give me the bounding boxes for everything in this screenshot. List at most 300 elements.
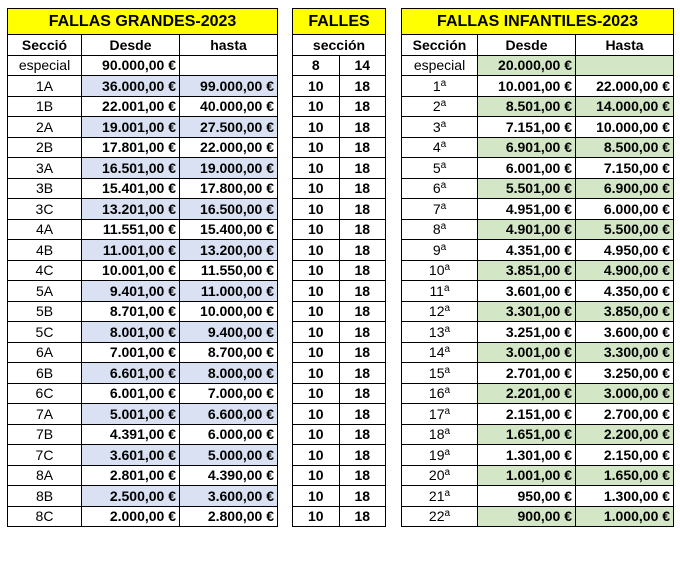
falles-min-cell: 10 bbox=[293, 178, 340, 199]
seccio-cell: 3C bbox=[8, 199, 82, 220]
seccio-cell: 4C bbox=[8, 260, 82, 281]
falles-max-cell: 18 bbox=[339, 96, 386, 117]
hasta-cell: 3.000,00 € bbox=[576, 383, 674, 404]
seccio-cell: 3A bbox=[8, 158, 82, 179]
table-row bbox=[8, 404, 278, 425]
desde-cell: 5.001,00 € bbox=[82, 404, 180, 425]
hasta-cell: 17.800,00 € bbox=[180, 178, 278, 199]
seccion-number: 3 bbox=[432, 118, 441, 135]
table-row bbox=[293, 383, 386, 404]
falles-max-cell: 18 bbox=[339, 199, 386, 220]
falles-max-cell: 18 bbox=[339, 486, 386, 507]
desde-cell: 3.251,00 € bbox=[478, 322, 576, 343]
table-row bbox=[8, 158, 278, 179]
hasta-cell: 14.000,00 € bbox=[576, 96, 674, 117]
header-seccion-inf: Sección bbox=[402, 35, 478, 56]
fallas-grandes-title: FALLAS GRANDES-2023 bbox=[8, 9, 278, 35]
desde-cell: 6.001,00 € bbox=[478, 158, 576, 179]
seccion-cell bbox=[402, 383, 478, 404]
table-row bbox=[8, 322, 278, 343]
desde-cell: 3.301,00 € bbox=[478, 301, 576, 322]
seccion-number: 21 bbox=[428, 487, 445, 504]
ordinal-suffix: a bbox=[440, 118, 447, 130]
falles-min-cell: 10 bbox=[293, 445, 340, 466]
hasta-cell: 3.300,00 € bbox=[576, 342, 674, 363]
table-row bbox=[8, 445, 278, 466]
table-row bbox=[293, 363, 386, 384]
falles-min-cell: 10 bbox=[293, 363, 340, 384]
table-row bbox=[293, 76, 386, 97]
table-row bbox=[293, 465, 386, 486]
ordinal-suffix: a bbox=[444, 364, 451, 376]
seccion-cell bbox=[402, 55, 478, 76]
falles-max-cell: 18 bbox=[339, 465, 386, 486]
seccion-cell bbox=[402, 137, 478, 158]
table-row bbox=[8, 342, 278, 363]
table-row bbox=[402, 240, 674, 261]
seccion-number: 10 bbox=[428, 262, 445, 279]
seccio-cell: 8B bbox=[8, 486, 82, 507]
hasta-cell: 4.390,00 € bbox=[180, 465, 278, 486]
falles-max-cell: 18 bbox=[339, 178, 386, 199]
ordinal-suffix: a bbox=[440, 221, 447, 233]
hasta-cell: 3.600,00 € bbox=[180, 486, 278, 507]
seccio-cell: 6A bbox=[8, 342, 82, 363]
hasta-cell: 1.300,00 € bbox=[576, 486, 674, 507]
seccion-number: 2 bbox=[432, 98, 441, 115]
desde-cell: 36.000,00 € bbox=[82, 76, 180, 97]
falles-min-cell: 10 bbox=[293, 199, 340, 220]
hasta-cell: 1.650,00 € bbox=[576, 465, 674, 486]
seccio-cell: 7A bbox=[8, 404, 82, 425]
table-row bbox=[8, 363, 278, 384]
header-hasta-inf: Hasta bbox=[576, 35, 674, 56]
falles-max-cell: 18 bbox=[339, 281, 386, 302]
ordinal-suffix: a bbox=[444, 262, 451, 274]
ordinal-suffix: a bbox=[444, 323, 451, 335]
table-row bbox=[293, 96, 386, 117]
table-row bbox=[8, 219, 278, 240]
seccio-cell: 4A bbox=[8, 219, 82, 240]
falles-max-cell: 18 bbox=[339, 260, 386, 281]
table-row bbox=[293, 445, 386, 466]
desde-cell: 10.001,00 € bbox=[478, 76, 576, 97]
ordinal-suffix: a bbox=[444, 303, 451, 315]
table-row bbox=[8, 486, 278, 507]
hasta-cell: 2.700,00 € bbox=[576, 404, 674, 425]
desde-cell: 7.001,00 € bbox=[82, 342, 180, 363]
fallas-infantiles-table bbox=[401, 8, 674, 527]
hasta-cell: 8.000,00 € bbox=[180, 363, 278, 384]
hasta-cell: 11.000,00 € bbox=[180, 281, 278, 302]
falles-max-cell: 18 bbox=[339, 76, 386, 97]
desde-cell: 6.601,00 € bbox=[82, 363, 180, 384]
falles-min-cell: 10 bbox=[293, 506, 340, 527]
table-row bbox=[402, 219, 674, 240]
seccio-cell: 2A bbox=[8, 117, 82, 138]
seccion-number: 14 bbox=[428, 344, 445, 361]
hasta-cell: 7.150,00 € bbox=[576, 158, 674, 179]
ordinal-suffix: a bbox=[444, 508, 451, 520]
desde-cell: 2.801,00 € bbox=[82, 465, 180, 486]
table-row bbox=[8, 506, 278, 527]
falles-max-cell: 18 bbox=[339, 506, 386, 527]
desde-cell: 8.701,00 € bbox=[82, 301, 180, 322]
desde-cell: 16.501,00 € bbox=[82, 158, 180, 179]
falles-min-cell: 10 bbox=[293, 281, 340, 302]
table-row bbox=[293, 301, 386, 322]
seccio-cell: 6B bbox=[8, 363, 82, 384]
hasta-cell bbox=[180, 55, 278, 76]
table-row bbox=[402, 424, 674, 445]
desde-cell: 4.391,00 € bbox=[82, 424, 180, 445]
desde-cell: 5.501,00 € bbox=[478, 178, 576, 199]
desde-cell: 1.651,00 € bbox=[478, 424, 576, 445]
seccion-number: 13 bbox=[428, 323, 445, 340]
table-row bbox=[293, 137, 386, 158]
ordinal-suffix: a bbox=[440, 241, 447, 253]
falles-max-cell: 14 bbox=[339, 55, 386, 76]
falles-max-cell: 18 bbox=[339, 219, 386, 240]
seccion-number: 5 bbox=[432, 159, 441, 176]
header-hasta: hasta bbox=[180, 35, 278, 56]
desde-cell: 4.951,00 € bbox=[478, 199, 576, 220]
ordinal-suffix: a bbox=[444, 344, 451, 356]
desde-cell: 11.001,00 € bbox=[82, 240, 180, 261]
table-row bbox=[293, 199, 386, 220]
falles-min-cell: 10 bbox=[293, 465, 340, 486]
seccion-number: 1 bbox=[432, 77, 441, 94]
table-row bbox=[402, 137, 674, 158]
ordinal-suffix: a bbox=[440, 159, 447, 171]
seccio-cell: 1A bbox=[8, 76, 82, 97]
table-row bbox=[8, 178, 278, 199]
ordinal-suffix: a bbox=[440, 139, 447, 151]
table-row bbox=[293, 486, 386, 507]
seccion-cell bbox=[402, 363, 478, 384]
table-row bbox=[293, 404, 386, 425]
seccio-cell: 3B bbox=[8, 178, 82, 199]
falles-max-cell: 18 bbox=[339, 158, 386, 179]
seccion-number: 22 bbox=[428, 508, 445, 525]
hasta-cell: 99.000,00 € bbox=[180, 76, 278, 97]
seccion-cell bbox=[402, 506, 478, 527]
table-row bbox=[293, 342, 386, 363]
seccion-cell bbox=[402, 281, 478, 302]
seccion-cell bbox=[402, 96, 478, 117]
seccion-cell bbox=[402, 424, 478, 445]
hasta-cell: 6.000,00 € bbox=[180, 424, 278, 445]
hasta-cell: 19.000,00 € bbox=[180, 158, 278, 179]
table-row bbox=[402, 55, 674, 76]
seccion-cell bbox=[402, 76, 478, 97]
desde-cell: 1.301,00 € bbox=[478, 445, 576, 466]
table-row bbox=[293, 219, 386, 240]
hasta-cell: 9.400,00 € bbox=[180, 322, 278, 343]
table-row bbox=[8, 117, 278, 138]
falles-min-cell: 10 bbox=[293, 158, 340, 179]
seccion-number: 16 bbox=[428, 385, 445, 402]
falles-max-cell: 18 bbox=[339, 301, 386, 322]
hasta-cell: 4.950,00 € bbox=[576, 240, 674, 261]
seccion-number: 18 bbox=[428, 426, 445, 443]
table-row bbox=[293, 424, 386, 445]
table-row bbox=[402, 178, 674, 199]
hasta-cell: 22.000,00 € bbox=[180, 137, 278, 158]
falles-min-cell: 10 bbox=[293, 137, 340, 158]
seccion-cell bbox=[402, 260, 478, 281]
desde-cell: 19.001,00 € bbox=[82, 117, 180, 138]
seccion-number: 7 bbox=[432, 200, 441, 217]
falles-max-cell: 18 bbox=[339, 404, 386, 425]
ordinal-suffix: a bbox=[444, 446, 451, 458]
header-desde-inf: Desde bbox=[478, 35, 576, 56]
desde-cell: 11.551,00 € bbox=[82, 219, 180, 240]
falles-max-cell: 18 bbox=[339, 137, 386, 158]
seccio-cell: especial bbox=[8, 55, 82, 76]
fallas-infantiles-title: FALLAS INFANTILES-2023 bbox=[402, 9, 674, 35]
hasta-cell: 8.500,00 € bbox=[576, 137, 674, 158]
seccio-cell: 5C bbox=[8, 322, 82, 343]
table-row bbox=[293, 506, 386, 527]
table-row bbox=[402, 76, 674, 97]
table-row bbox=[8, 76, 278, 97]
desde-cell: 9.401,00 € bbox=[82, 281, 180, 302]
falles-max-cell: 18 bbox=[339, 240, 386, 261]
table-row bbox=[8, 424, 278, 445]
hasta-cell: 6.000,00 € bbox=[576, 199, 674, 220]
ordinal-suffix: a bbox=[440, 77, 447, 89]
hasta-cell: 4.900,00 € bbox=[576, 260, 674, 281]
seccion-number: 8 bbox=[432, 221, 441, 238]
seccion-cell bbox=[402, 158, 478, 179]
table-row bbox=[402, 486, 674, 507]
hasta-cell: 2.200,00 € bbox=[576, 424, 674, 445]
falles-min-cell: 10 bbox=[293, 301, 340, 322]
desde-cell: 3.601,00 € bbox=[82, 445, 180, 466]
falles-min-cell: 10 bbox=[293, 96, 340, 117]
table-row bbox=[293, 281, 386, 302]
table-row bbox=[8, 260, 278, 281]
table-row bbox=[402, 117, 674, 138]
seccion-number: 9 bbox=[432, 241, 441, 258]
table-row bbox=[402, 301, 674, 322]
desde-cell: 950,00 € bbox=[478, 486, 576, 507]
falles-max-cell: 18 bbox=[339, 342, 386, 363]
desde-cell: 10.001,00 € bbox=[82, 260, 180, 281]
hasta-cell: 6.900,00 € bbox=[576, 178, 674, 199]
table-row bbox=[402, 506, 674, 527]
falles-max-cell: 18 bbox=[339, 117, 386, 138]
seccio-cell: 5A bbox=[8, 281, 82, 302]
ordinal-suffix: a bbox=[444, 385, 451, 397]
table-row bbox=[402, 199, 674, 220]
seccion-number: 19 bbox=[428, 446, 445, 463]
ordinal-suffix: a bbox=[444, 426, 451, 438]
hasta-cell: 2.150,00 € bbox=[576, 445, 674, 466]
falles-min-cell: 10 bbox=[293, 342, 340, 363]
table-row bbox=[402, 445, 674, 466]
hasta-cell: 6.600,00 € bbox=[180, 404, 278, 425]
table-row bbox=[402, 404, 674, 425]
table-row bbox=[293, 260, 386, 281]
table-row bbox=[402, 322, 674, 343]
table-row bbox=[293, 178, 386, 199]
hasta-cell: 5.500,00 € bbox=[576, 219, 674, 240]
desde-cell: 4.901,00 € bbox=[478, 219, 576, 240]
table-row bbox=[402, 383, 674, 404]
falles-max-cell: 18 bbox=[339, 445, 386, 466]
desde-cell: 8.001,00 € bbox=[82, 322, 180, 343]
seccion-number: 17 bbox=[428, 405, 445, 422]
falles-min-cell: 10 bbox=[293, 219, 340, 240]
falles-min-cell: 10 bbox=[293, 260, 340, 281]
desde-cell: 90.000,00 € bbox=[82, 55, 180, 76]
ordinal-suffix: a bbox=[440, 98, 447, 110]
seccion-number: 4 bbox=[432, 139, 441, 156]
hasta-cell: 2.800,00 € bbox=[180, 506, 278, 527]
table-row bbox=[293, 158, 386, 179]
table-row bbox=[402, 260, 674, 281]
seccion-cell bbox=[402, 117, 478, 138]
table-row bbox=[293, 322, 386, 343]
falles-min-cell: 10 bbox=[293, 76, 340, 97]
table-row bbox=[402, 465, 674, 486]
falles-max-cell: 18 bbox=[339, 424, 386, 445]
falles-max-cell: 18 bbox=[339, 322, 386, 343]
fallas-grandes-table bbox=[7, 8, 278, 527]
desde-cell: 13.201,00 € bbox=[82, 199, 180, 220]
hasta-cell: 10.000,00 € bbox=[576, 117, 674, 138]
seccion-number: 15 bbox=[428, 364, 445, 381]
hasta-cell: 10.000,00 € bbox=[180, 301, 278, 322]
ordinal-suffix: a bbox=[444, 467, 451, 479]
falles-min-cell: 8 bbox=[293, 55, 340, 76]
desde-cell: 4.351,00 € bbox=[478, 240, 576, 261]
falles-min-cell: 10 bbox=[293, 240, 340, 261]
seccio-cell: 6C bbox=[8, 383, 82, 404]
hasta-cell: 3.250,00 € bbox=[576, 363, 674, 384]
header-desde: Desde bbox=[82, 35, 180, 56]
seccio-cell: 8A bbox=[8, 465, 82, 486]
seccion-number: 20 bbox=[428, 467, 445, 484]
desde-cell: 6.001,00 € bbox=[82, 383, 180, 404]
seccio-cell: 4B bbox=[8, 240, 82, 261]
falles-min-cell: 10 bbox=[293, 383, 340, 404]
falles-max-cell: 18 bbox=[339, 363, 386, 384]
falles-table bbox=[292, 8, 386, 527]
table-row bbox=[8, 383, 278, 404]
hasta-cell: 3.850,00 € bbox=[576, 301, 674, 322]
seccio-cell: 7C bbox=[8, 445, 82, 466]
table-row bbox=[293, 55, 386, 76]
falles-title: FALLES bbox=[293, 9, 386, 35]
hasta-cell: 3.600,00 € bbox=[576, 322, 674, 343]
hasta-cell: 5.000,00 € bbox=[180, 445, 278, 466]
desde-cell: 22.001,00 € bbox=[82, 96, 180, 117]
desde-cell: 3.001,00 € bbox=[478, 342, 576, 363]
seccio-cell: 7B bbox=[8, 424, 82, 445]
table-row bbox=[402, 281, 674, 302]
hasta-cell: 40.000,00 € bbox=[180, 96, 278, 117]
table-row bbox=[8, 281, 278, 302]
seccion-cell bbox=[402, 322, 478, 343]
seccion-cell bbox=[402, 178, 478, 199]
hasta-cell: 7.000,00 € bbox=[180, 383, 278, 404]
falles-min-cell: 10 bbox=[293, 424, 340, 445]
seccion-cell bbox=[402, 445, 478, 466]
hasta-cell: 1.000,00 € bbox=[576, 506, 674, 527]
ordinal-suffix: a bbox=[444, 487, 451, 499]
table-row bbox=[8, 465, 278, 486]
seccion-number: 12 bbox=[428, 303, 445, 320]
desde-cell: 2.701,00 € bbox=[478, 363, 576, 384]
table-row bbox=[402, 363, 674, 384]
seccion-cell bbox=[402, 240, 478, 261]
seccion-cell bbox=[402, 342, 478, 363]
desde-cell: 2.000,00 € bbox=[82, 506, 180, 527]
table-row bbox=[402, 342, 674, 363]
table-row bbox=[293, 117, 386, 138]
desde-cell: 2.500,00 € bbox=[82, 486, 180, 507]
table-row bbox=[402, 158, 674, 179]
falles-min-cell: 10 bbox=[293, 322, 340, 343]
seccio-cell: 1B bbox=[8, 96, 82, 117]
table-row bbox=[8, 301, 278, 322]
desde-cell: 2.151,00 € bbox=[478, 404, 576, 425]
hasta-cell bbox=[576, 55, 674, 76]
seccio-cell: 5B bbox=[8, 301, 82, 322]
falles-min-cell: 10 bbox=[293, 486, 340, 507]
desde-cell: 3.851,00 € bbox=[478, 260, 576, 281]
table-row bbox=[8, 137, 278, 158]
header-seccion: sección bbox=[293, 35, 386, 56]
seccion-cell bbox=[402, 465, 478, 486]
seccion-number: 6 bbox=[432, 180, 441, 197]
hasta-cell: 4.350,00 € bbox=[576, 281, 674, 302]
ordinal-suffix: a bbox=[440, 180, 447, 192]
seccio-cell: 2B bbox=[8, 137, 82, 158]
table-row bbox=[8, 55, 278, 76]
ordinal-suffix: a bbox=[443, 282, 450, 294]
seccion-cell bbox=[402, 301, 478, 322]
table-row bbox=[8, 199, 278, 220]
desde-cell: 1.001,00 € bbox=[478, 465, 576, 486]
seccio-cell: 8C bbox=[8, 506, 82, 527]
hasta-cell: 16.500,00 € bbox=[180, 199, 278, 220]
seccion-cell bbox=[402, 486, 478, 507]
desde-cell: 900,00 € bbox=[478, 506, 576, 527]
table-row bbox=[8, 96, 278, 117]
hasta-cell: 8.700,00 € bbox=[180, 342, 278, 363]
seccion-number: 11 bbox=[429, 282, 444, 299]
table-row bbox=[402, 96, 674, 117]
table-row bbox=[8, 240, 278, 261]
hasta-cell: 22.000,00 € bbox=[576, 76, 674, 97]
desde-cell: 2.201,00 € bbox=[478, 383, 576, 404]
table-row bbox=[293, 240, 386, 261]
desde-cell: 17.801,00 € bbox=[82, 137, 180, 158]
desde-cell: 15.401,00 € bbox=[82, 178, 180, 199]
falles-min-cell: 10 bbox=[293, 117, 340, 138]
falles-min-cell: 10 bbox=[293, 404, 340, 425]
ordinal-suffix: a bbox=[440, 200, 447, 212]
falles-max-cell: 18 bbox=[339, 383, 386, 404]
hasta-cell: 13.200,00 € bbox=[180, 240, 278, 261]
hasta-cell: 15.400,00 € bbox=[180, 219, 278, 240]
seccion-cell bbox=[402, 219, 478, 240]
header-seccio: Secció bbox=[8, 35, 82, 56]
